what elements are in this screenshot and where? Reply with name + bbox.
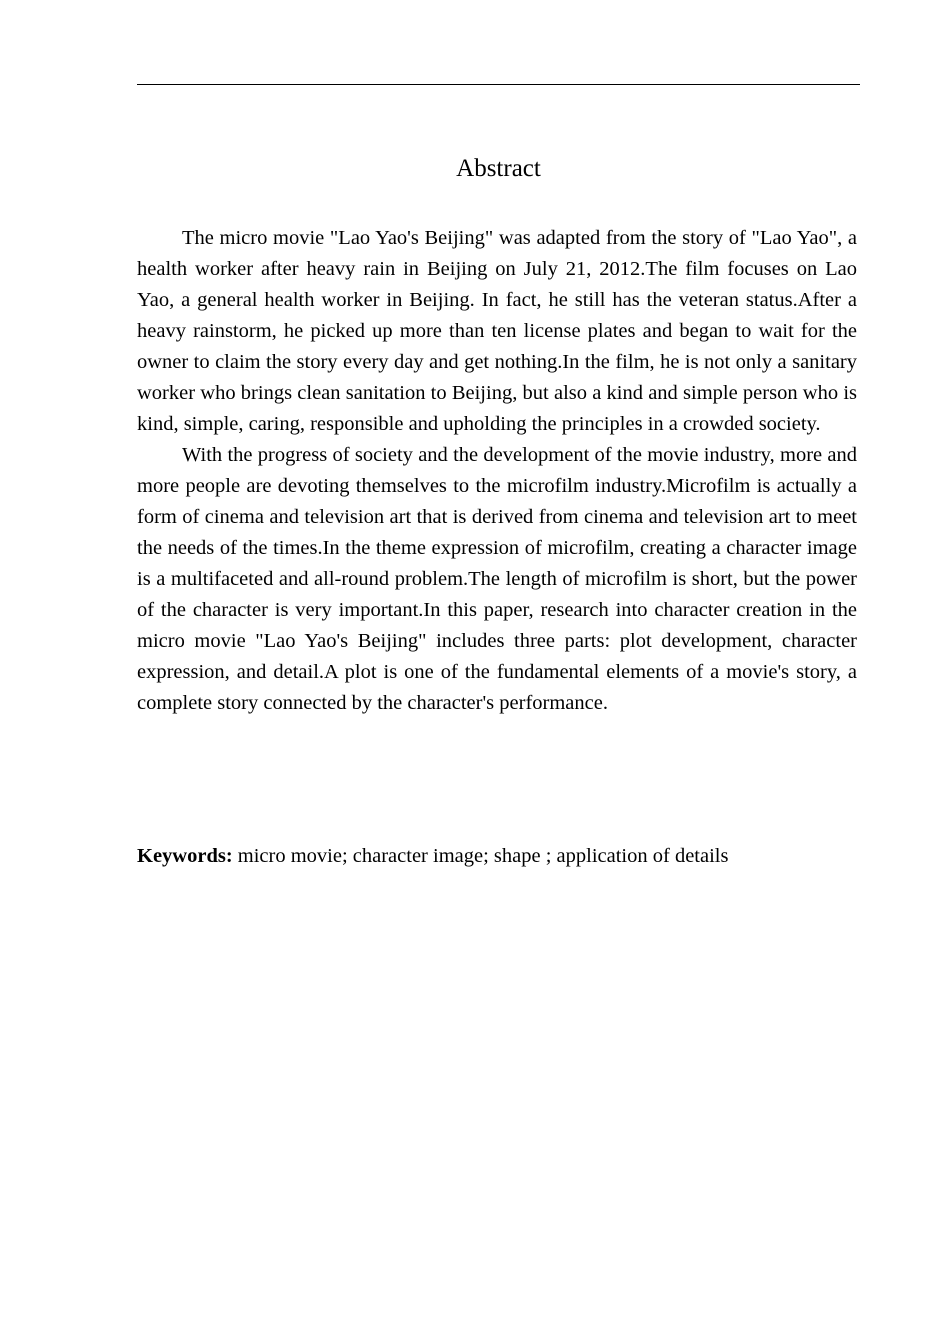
header-rule [137,84,860,85]
abstract-paragraph-1: The micro movie "Lao Yao's Beijing" was adapted from the story of "Lao Yao", a health worker after heavy rain in Beijing on July 21, 2012.The film focuses on Lao Yao, a general health worker in Beijing. In fact, he still has the veteran status.After a heavy rainstorm, he picked up more than ten license plates and began to wait for the owner to claim the story every day and get nothing.In the film, he is not only a sanitary worker who brings clean sanitation to Beijing, but also a kind and simple person who is kind, simple, caring, responsible and upholding the principles in a crowded society. [137,227,857,435]
abstract-title: Abstract [456,155,541,182]
keywords-line [137,841,857,872]
keywords-label: Keywords: [137,845,233,867]
abstract-paragraph-2: With the progress of society and the development of the movie industry, more and more people are devoting themselves to the microfilm industry.Microfilm is actually a form of cinema and television art that is derived from cinema and television art to meet the needs of the times.In the theme expression of microfilm, creating a character image is a multifaceted and all-round problem.The length of microfilm is short, but the power of the character is very important.In this paper, research into character creation in the micro movie "Lao Yao's Beijing" includes three parts: plot development, character expression, and detail.A plot is one of the fundamental elements of a movie's story, a complete story connected by the character's performance. [137,444,857,714]
keywords-text: micro movie; character image; shape ; application of details [232,845,729,867]
abstract-body [137,223,857,719]
